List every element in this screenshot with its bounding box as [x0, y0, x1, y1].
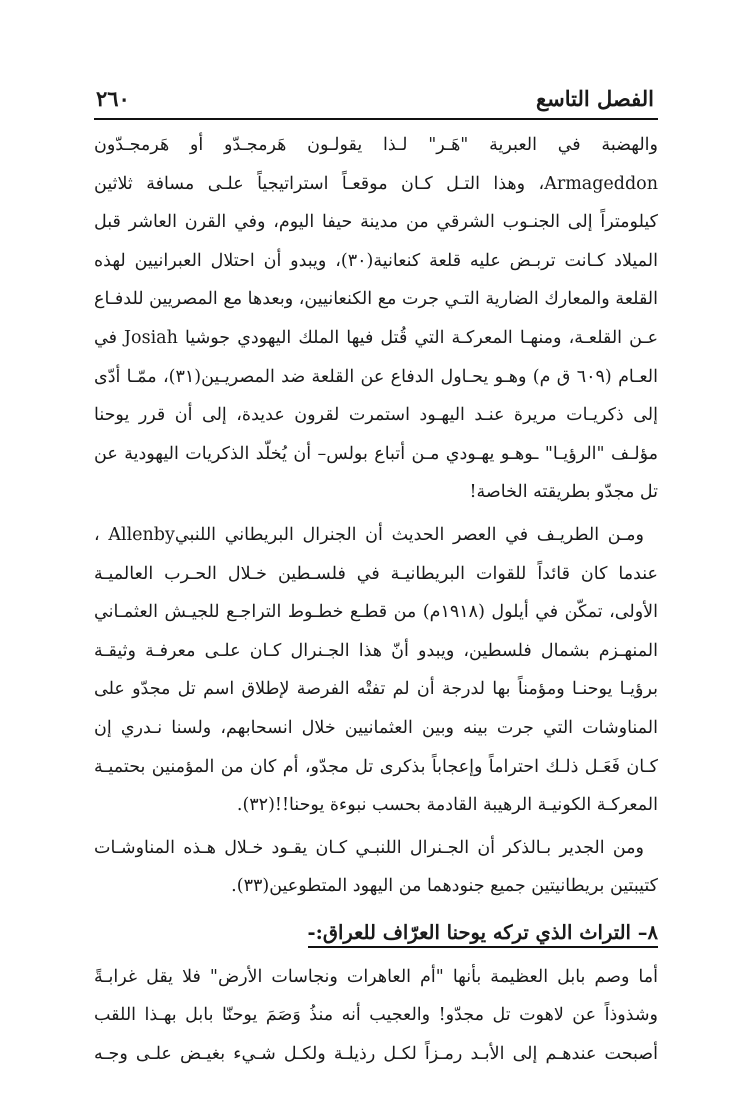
section-heading	[94, 914, 658, 952]
chapter-title: الفصل التاسع	[535, 86, 654, 111]
body-text	[94, 126, 658, 1074]
section-heading-text: ٨– التراث الذي تركه يوحنا العرّاف للعراق:-	[308, 921, 658, 948]
paragraph-armageddon: والهضبة في العبرية "هَـر" لـذا يقولـون هَرمجـدّو أو هَرمجـدّون Armageddon، وهذا التـل كـان موقعـاً استراتيجياً علـى مسافة ثلاثين كيلومتراً إلى الجنـوب الشرقي من مدينة حيفا اليوم، وفي القرن العاشر قبل الميلاد كـانت تربـض عليه قلعة كنعانية(٣٠)، ويبدو أن احتلال العبرانيين لهذه القلعة والمعارك الضارية التـي جرت مع الكنعانيين، وبعدها مع المصريين للدفـاع عـن القلعـة، ومنهـا المعركـة التي قُتل فيها الملك اليهودي جوشيا Josiah في العـام (٦٠٩ ق م) وهـو يحـاول الدفاع عن القلعة ضد المصريـين(٣١)، ممّـا أدّى إلى ذكريـات مريرة عنـد اليهـود استمرت لقرون عديدة، إلى أن قرر يوحنا مؤلـف "الرؤيـا" ـوهـو يهـودي مـن أتباع بولس– أن يُخلّد الذكريات اليهودية عن تل مجدّو بطريقته الخاصة!	[94, 135, 659, 503]
paragraph-babylon: أما وصم بابل العظيمة بأنها "أم العاهرات ونجاسات الأرض" فلا يقل غرابـةً وشذوذاً عن لاهوت تل مجدّو! والعجيب أنه منذُ وَصَمَ يوحنّا بابل بهـذا اللقب أصبحت عندهـم إلى الأبـد رمـزاً لكـل رذيلـة ولكـل شـيء بغيـض علـى وجـه	[94, 966, 658, 1065]
page-header	[94, 82, 658, 120]
paragraph-battalions: ومن الجدير بـالذكر أن الجـنرال اللنبـي كـان يقـود خـلال هـذه المناوشـات كتيبتين بريطانيتين جميع جنودهما من اليهود المتطوعين(٣٣).	[94, 837, 658, 897]
page-number: ٢٦٠	[96, 86, 130, 111]
paragraph-allenby: ومـن الطريـف في العصر الحديث أن الجنرال البريطاني اللنبيAllenby ، عندما كان قائداً للقوات البريطانيـة في فلسـطين خـلال الحـرب العالميـة الأولى، تمكّن في أيلول (١٩١٨م) من قطـع خطـوط التراجـع للجيـش العثمـاني المنهـزم بشمال فلسطين، ويبدو أنّ هذا الجـنرال كـان علـى معرفـة وثيقـة برؤيـا يوحنـا ومؤمناً بها لدرجة أن لم تفتْه الفرصة لإطلاق اسم تل مجدّو على المناوشات التي جرت بينه وبين العثمانيين خلال انسحابهم، ولسنا نـدري إن كـان فَعَـل ذلـك احتراماً وإعجاباً بذكرى تل مجدّو، أم كان من المؤمنين بحتميـة المعركـة الكونيـة الرهيبة القادمة بحسب نبوءة يوحنا!!(٣٢).	[94, 524, 658, 816]
